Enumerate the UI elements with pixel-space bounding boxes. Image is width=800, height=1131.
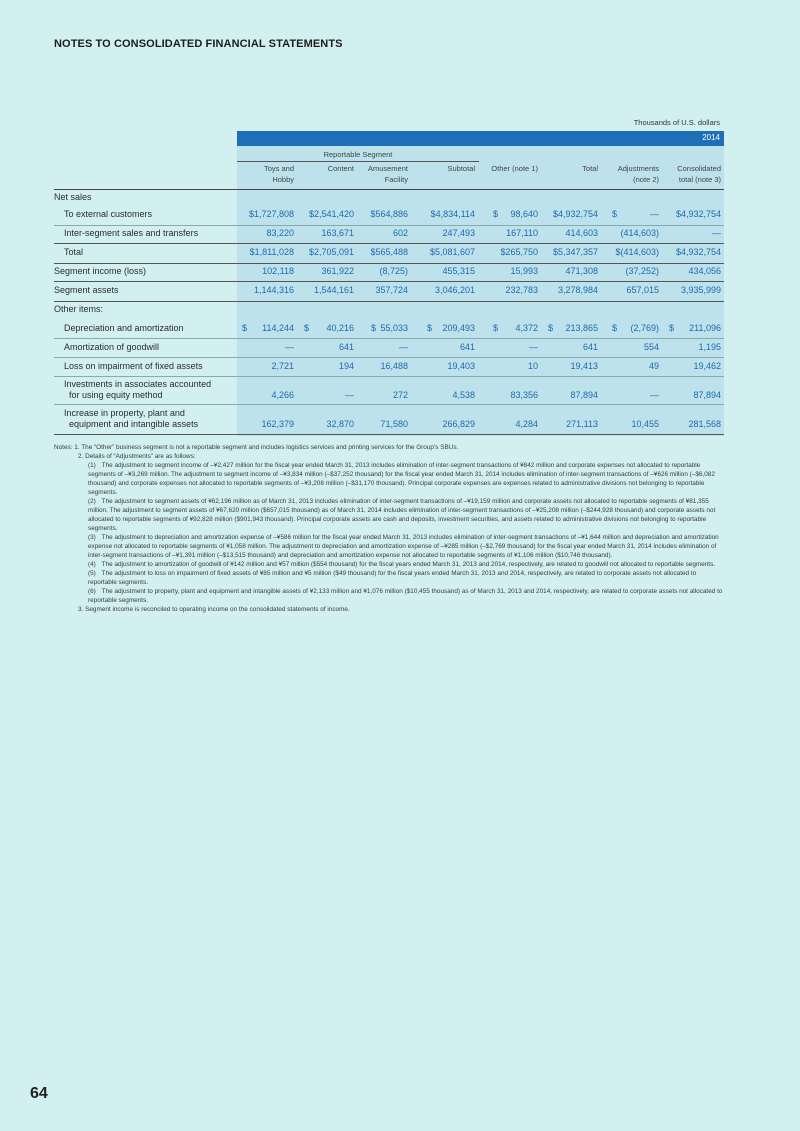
- table-cell: —: [529, 342, 538, 352]
- table-cell: $4,932,754: [552, 209, 598, 219]
- table-cell: 4,372: [515, 323, 538, 333]
- table-cell: —: [650, 209, 659, 219]
- table-cell: $4,834,114: [430, 209, 475, 219]
- table-cell: 211,096: [689, 323, 721, 333]
- table-cell: 266,829: [442, 419, 475, 429]
- table-cell: 55,033: [380, 323, 408, 333]
- table-cell: 641: [459, 342, 475, 352]
- table-cell: 16,488: [380, 361, 408, 371]
- table-cell: 98,640: [510, 209, 538, 219]
- note-item-text: The adjustment to amortization of goodwill of ¥142 million and ¥57 million ($554 thousand) for the fiscal years ended March 31, 2013 and 2014, respectively, are related to goodwill not allocated to reportable segments.: [100, 561, 716, 568]
- notes-block: [54, 443, 724, 614]
- table-cell: 3,935,999: [680, 285, 721, 295]
- table-cell: —: [285, 342, 294, 352]
- row-divider: [54, 225, 724, 226]
- page-title: NOTES TO CONSOLIDATED FINANCIAL STATEMENTS: [54, 38, 343, 50]
- units-label: Thousands of U.S. dollars: [633, 118, 720, 127]
- table-cell: 455,315: [442, 266, 475, 276]
- table-cell: 71,580: [380, 419, 408, 429]
- table-cell: 1,144,316: [253, 285, 294, 295]
- table-cell: 15,993: [510, 266, 538, 276]
- row-label-segment-income: Segment income (loss): [54, 266, 147, 276]
- table-cell: $2,705,091: [308, 247, 354, 257]
- column-header-amusement: Amusement Facility: [367, 164, 408, 184]
- page-number: 64: [30, 1085, 48, 1102]
- year-header-band: [237, 131, 724, 146]
- table-cell: 641: [338, 342, 354, 352]
- table-cell: 471,308: [565, 266, 598, 276]
- section-other-items: Other items:: [54, 304, 104, 314]
- note-item-text: The adjustment to loss on impairment of fixed assets of ¥85 million and ¥5 million ($49 thousand) for the fiscal years ended March 31, 2013 and 2014, respectively, are related to corporate assets not allocated to reportable segments.: [88, 570, 697, 586]
- table-cell: 2,721: [271, 361, 294, 371]
- row-label-intersegment: Inter-segment sales and transfers: [64, 228, 199, 238]
- note-2-item: [54, 569, 724, 587]
- column-header-subtotal: Subtotal: [447, 164, 475, 173]
- table-cell: (8,725): [379, 266, 408, 276]
- table-cell: 4,284: [515, 419, 538, 429]
- table-cell: 163,671: [321, 228, 354, 238]
- table-cell: 83,220: [266, 228, 294, 238]
- note-2: 2. Details of “Adjustments” are as follows:: [78, 453, 196, 460]
- table-cell: 434,056: [688, 266, 721, 276]
- table-cell: —: [650, 390, 659, 400]
- note-item-tag: (2): [88, 498, 96, 505]
- table-cell: $565,488: [370, 247, 408, 257]
- table-cell: —: [399, 342, 408, 352]
- table-cell: 3,046,201: [434, 285, 475, 295]
- table-cell: (37,252): [625, 266, 659, 276]
- table-cell: 361,922: [321, 266, 354, 276]
- note-item-tag: (1): [88, 462, 96, 469]
- table-cell: $564,886: [370, 209, 408, 219]
- table-cell: 102,118: [262, 266, 294, 276]
- currency-symbol: $: [242, 323, 248, 333]
- currency-symbol: $: [612, 323, 618, 333]
- note-2-item: [54, 587, 724, 605]
- table-cell: $4,932,754: [675, 209, 721, 219]
- currency-symbol: $: [427, 323, 433, 333]
- table-cell: 657,015: [626, 285, 659, 295]
- note-1: Notes: 1. The “Other” business segment is not a reportable segment and includes logistics services and printing services for the Group’s SBUs.: [54, 444, 459, 451]
- table-cell: 40,216: [326, 323, 354, 333]
- row-divider: [54, 357, 724, 358]
- reportable-segment-label: Reportable Segment: [323, 150, 393, 159]
- note-2-item: [54, 560, 724, 569]
- row-divider: [54, 301, 724, 302]
- column-header-content: Content: [327, 164, 354, 173]
- table-cell: 114,244: [262, 323, 294, 333]
- table-cell: —: [345, 390, 354, 400]
- note-item-text: The adjustment to segment income of –¥2,427 million for the fiscal year ended March 31, 2013 includes elimination of inter-segment transactions of ¥842 million and corporate expenses not allocated to reportable segments of –¥3,269 million. The adjustment to segment income of –¥3,834 million (–$37,252 thousand) for the fiscal year ended March 31, 2014 includes elimination of inter-segment transactions of –¥626 million (–$6,082 thousand) and corporate expenses not allocated to reportable segments of –¥3,208 million (–$31,170 thousand). Principal corporate expenses are expenses related to administrative divisions not belonging to reportable segments.: [88, 462, 715, 496]
- table-cell: $2,541,420: [308, 209, 354, 219]
- row-divider: [54, 338, 724, 339]
- note-item-tag: (6): [88, 588, 96, 595]
- table-cell: $265,750: [500, 247, 538, 257]
- table-cell: 272: [392, 390, 408, 400]
- section-net-sales: Net sales: [54, 192, 92, 202]
- header-rule: [54, 189, 724, 190]
- note-item-text: The adjustment to property, plant and equipment and intangible assets of ¥2,133 million and ¥1,076 million ($10,455 thousand) as of March 31, 2013 and 2014, respectively, are related to corporate assets not allocated to reportable segments.: [88, 588, 723, 604]
- table-cell: 32,870: [326, 419, 354, 429]
- table-cell: 162,379: [261, 419, 294, 429]
- table-cell: 602: [392, 228, 408, 238]
- note-2-item: [54, 497, 724, 533]
- table-cell: 1,195: [698, 342, 721, 352]
- note-3: 3. Segment income is reconciled to operating income on the consolidated statements of income.: [78, 606, 350, 613]
- table-cell: 247,493: [442, 228, 475, 238]
- table-cell: 213,865: [565, 323, 598, 333]
- currency-symbol: $: [493, 323, 499, 333]
- row-label-external: To external customers: [64, 209, 153, 219]
- row-label-goodwill: Amortization of goodwill: [64, 342, 160, 352]
- column-header-consolidated: Consolidated total (note 3): [677, 164, 721, 184]
- note-item-text: The adjustment to segment assets of ¥62,196 million as of March 31, 2013 includes elimination of inter-segment transactions of –¥19,159 million and corporate assets not allocated to reportable segments of ¥81,355 million. The adjustment to segment assets of ¥67,620 million ($657,015 thousand) as of March 31, 2014 includes elimination of inter-segment transactions of –¥25,208 million (–$244,928 thousand) and corporate assets not allocated to reportable segments of ¥92,828 million ($901,943 thousand). Principal corporate assets are cash and deposits, investment securities, and assets related to administrative divisions not belonging to reportable segments.: [88, 498, 716, 532]
- table-cell: 83,356: [510, 390, 538, 400]
- table-cell: $(414,603): [615, 247, 659, 257]
- column-header-adjustments: Adjustments (note 2): [617, 164, 659, 184]
- table-cell: (2,769): [630, 323, 659, 333]
- currency-symbol: $: [371, 323, 377, 333]
- table-cell: 554: [643, 342, 659, 352]
- note-item-text: The adjustment to depreciation and amortization expense of –¥586 million for the fiscal year ended March 31, 2013 includes elimination of inter-segment transactions of –¥1,644 million and depreciation and amortization expense not allocated to reportable segments of ¥1,058 million. The adjustment to depreciation and amortization expense of –¥285 million (–$2,769 thousand) for the fiscal year ended March 31, 2014 includes elimination of inter-segment transactions of –¥1,391 million (–$13,515 thousand) and depreciation and amortization expense not allocated to reportable segments of ¥1,106 million ($10,746 thousand).: [88, 534, 719, 559]
- column-header-toys: Toys and Hobby: [263, 164, 294, 184]
- table-cell: 167,110: [506, 228, 538, 238]
- table-cell: 357,724: [375, 285, 408, 295]
- note-item-tag: (3): [88, 534, 96, 541]
- table-cell: (414,603): [620, 228, 659, 238]
- table-cell: 281,568: [688, 419, 721, 429]
- table-cell: 19,462: [693, 361, 721, 371]
- table-cell: 232,783: [505, 285, 538, 295]
- table-cell: 3,278,984: [557, 285, 598, 295]
- table-cell: $1,727,808: [248, 209, 294, 219]
- row-divider: [54, 404, 724, 405]
- table-cell: $5,081,607: [429, 247, 475, 257]
- row-label-segment-assets: Segment assets: [54, 285, 119, 295]
- currency-symbol: $: [493, 209, 499, 219]
- table-cell: 4,266: [271, 390, 294, 400]
- row-label-impairment: Loss on impairment of fixed assets: [64, 361, 203, 371]
- currency-symbol: $: [612, 209, 618, 219]
- row-label-total: Total: [64, 247, 84, 257]
- table-cell: 414,603: [565, 228, 598, 238]
- column-header-other: Other (note 1): [491, 164, 538, 173]
- table-cell: 10,455: [631, 419, 659, 429]
- currency-symbol: $: [548, 323, 554, 333]
- table-cell: 19,413: [570, 361, 598, 371]
- table-cell: 641: [582, 342, 598, 352]
- table-cell: $4,932,754: [675, 247, 721, 257]
- currency-symbol: $: [669, 323, 675, 333]
- row-label-depreciation: Depreciation and amortization: [64, 323, 184, 333]
- note-item-tag: (5): [88, 570, 96, 577]
- row-divider: [54, 263, 724, 264]
- table-cell: 4,538: [452, 390, 475, 400]
- table-cell: 87,894: [570, 390, 598, 400]
- table-cell: 19,403: [447, 361, 475, 371]
- table-cell: —: [712, 228, 721, 238]
- row-divider: [54, 281, 724, 282]
- note-item-tag: (4): [88, 561, 96, 568]
- table-cell: 1,544,161: [313, 285, 354, 295]
- currency-symbol: $: [304, 323, 310, 333]
- note-2-item: [54, 461, 724, 497]
- table-cell: 10: [527, 361, 538, 371]
- note-2-items: [54, 461, 724, 605]
- table-cell: 271,113: [566, 419, 598, 429]
- row-divider: [54, 376, 724, 377]
- table-cell: $5,347,357: [552, 247, 598, 257]
- note-2-item: [54, 533, 724, 560]
- table-cell: $1,811,028: [249, 247, 294, 257]
- row-label-investments: Investments in associates accounted for using equity method: [64, 379, 212, 400]
- table-cell: 194: [338, 361, 354, 371]
- table-cell: 87,894: [693, 390, 721, 400]
- segment-group-rule: [237, 161, 479, 162]
- year-label: 2014: [702, 133, 720, 142]
- table-bottom-rule: [54, 434, 724, 435]
- row-label-property: Increase in property, plant and equipment and intangible assets: [64, 408, 199, 429]
- table-cell: 209,493: [442, 323, 475, 333]
- table-cell: 49: [648, 361, 659, 371]
- column-header-total: Total: [582, 164, 598, 173]
- row-divider: [54, 243, 724, 244]
